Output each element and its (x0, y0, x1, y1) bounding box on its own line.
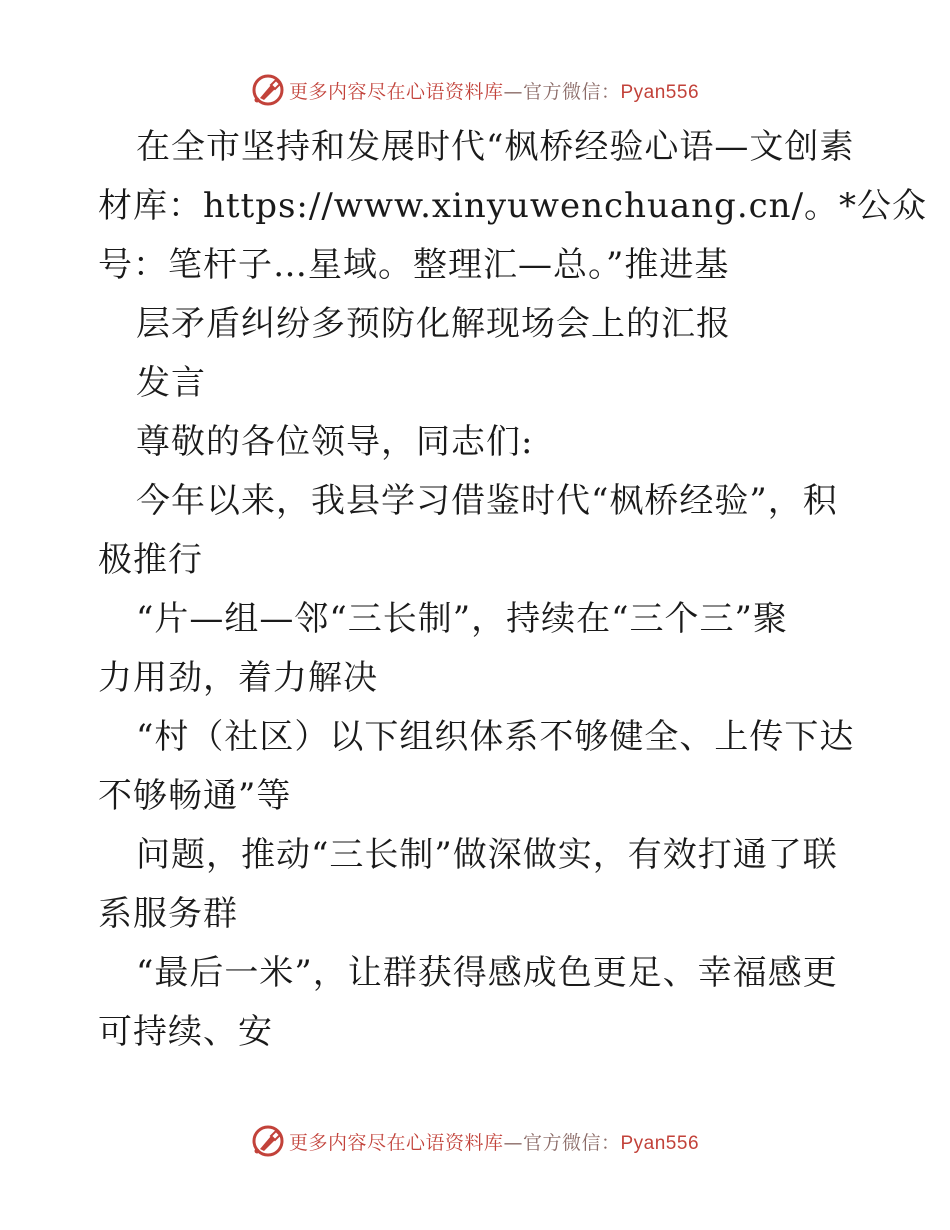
banner-wechat-id: Pyan556 (620, 81, 700, 103)
banner-dash: — (503, 1131, 523, 1154)
pen-nib-logo-icon (251, 73, 285, 107)
footer-banner (0, 1121, 950, 1161)
body-line: 发言 (136, 363, 206, 403)
banner-wechat-id: Pyan556 (620, 1132, 700, 1154)
body-line-url-text: 材库：https://www.xinyuwenchuang.cn/。*公众 (98, 186, 928, 226)
body-line-url (98, 177, 928, 236)
body-line: 系服务群 (98, 894, 238, 934)
header-banner (0, 70, 950, 110)
body-line: “最后一米”，让群获得感成色更足、幸福感更 (136, 953, 838, 993)
body-line: 可持续、安 (98, 1012, 273, 1052)
banner-site-name: 更多内容尽在心语资料库 (288, 1131, 504, 1154)
banner-wechat-label: 官方微信： (522, 80, 621, 103)
footer-banner-text (289, 1128, 699, 1155)
body-line: 号：笔杆子…星域。整理汇—总。”推进基 (98, 245, 730, 285)
banner-wechat-label: 官方微信： (522, 1131, 621, 1154)
body-line: 在全市坚持和发展时代“枫桥经验心语—文创素 (136, 127, 855, 167)
body-line: 层矛盾纠纷多预防化解现场会上的汇报 (136, 304, 731, 344)
document-body (98, 118, 928, 1062)
body-line: 不够畅通”等 (98, 776, 292, 816)
body-line: 今年以来，我县学习借鉴时代“枫桥经验”，积 (136, 481, 838, 521)
banner-site-name: 更多内容尽在心语资料库 (288, 80, 504, 103)
pen-nib-logo-icon (251, 1124, 285, 1158)
body-line: “村（社区）以下组织体系不够健全、上传下达 (136, 717, 855, 757)
salutation: 尊敬的各位领导，同志们: (136, 422, 534, 462)
body-line: 极推行 (98, 540, 203, 580)
body-line: “片—组—邻“三长制”，持续在“三个三”聚 (136, 599, 788, 639)
body-line: 力用劲，着力解决 (98, 658, 378, 698)
body-line: 问题，推动“三长制”做深做实，有效打通了联 (136, 835, 838, 875)
banner-dash: — (503, 80, 523, 103)
header-banner-text (289, 77, 699, 104)
